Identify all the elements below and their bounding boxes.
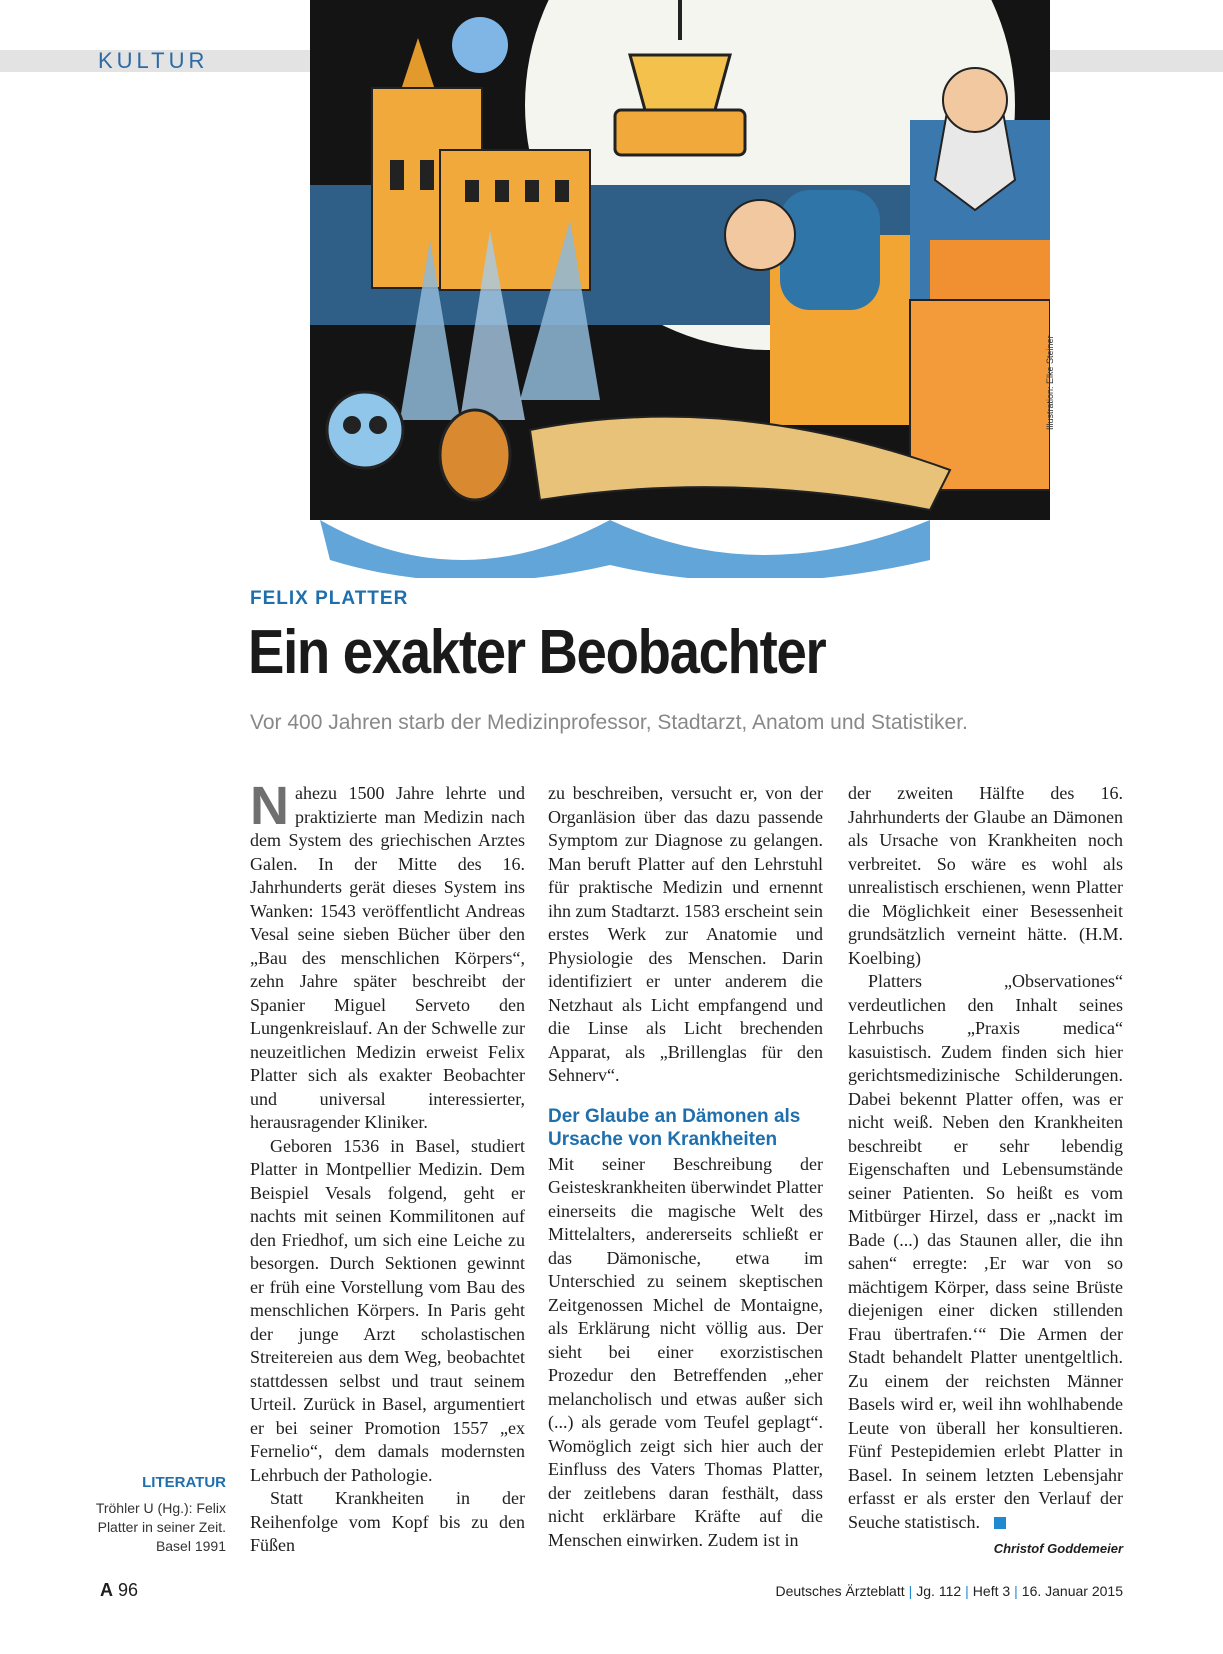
separator: | <box>1014 1583 1018 1599</box>
journal-date: 16. Januar 2015 <box>1021 1583 1123 1599</box>
illustration-credit: Illustration: Elke Steiner <box>1045 335 1055 430</box>
paragraph <box>250 776 525 1135</box>
article-column-3 <box>848 782 1123 1561</box>
drop-cap: N <box>250 776 289 836</box>
article-column-2 <box>548 782 823 1552</box>
end-mark-icon <box>994 1517 1006 1529</box>
paragraph-text: Platters „Observationes“ verdeutlichen den Inhalt seines Lehrbuchs „Praxis medica“ kasuistisch. Zudem finden sich hier gerichtsmedizinische Schilderungen. Dabei bekennt Platter offen, was er nicht weiß. Neben den Krankheiten beschreibt er sehr lebendig Eigenschaften und Lebensumstände seiner Patienten. So heißt es vom Mitbürger Hirzel, dass er „nackt im Bade (...) das Staunen aller, die ihn sahen“ erregte: ‚Er war von so mächtigem Körper, dass seine Brüste diejenigen einer dicken stillenden Frau übertrafen.‘“ Die Armen der Stadt behandelt Platter unentgeltlich. Zu einem der reichsten Männer Basels wird er, weil ihn wohlhabende Leute von überall her konsultieren. Fünf Pestepidemien erlebt Platter in Basel. In seinem letzten Lebensjahr erfasst er als erster den Verlauf der Seuche statistisch. <box>848 971 1123 1532</box>
literature-line: Platter in seiner Zeit. <box>97 1519 226 1535</box>
paragraph <box>848 970 1123 1534</box>
paragraph-text: ahezu 1500 Jahre lehrte und praktizierte man Medizin nach dem System des griechischen Arztes Galen. In der Mitte des 16. Jahrhunderts gerät dieses System ins Wanken: 1543 veröffentlicht Andreas Vesal seine sieben Bücher über den „Bau des menschlichen Körpers“, zehn Jahre später beschreibt der Spanier Miguel Serveto den Lungenkreislauf. An der Schwelle zur neuzeitlichen Medizin erweist Felix Platter sich als exakter Beobachter und universal interessierter, herausragender Kliniker. <box>250 783 525 1132</box>
paragraph: der zweiten Hälfte des 16. Jahrhunderts der Glaube an Dämonen als Ursache von Krankheiten noch verbreitet. So wäre es wohl als unrealistisch erschienen, wenn Platter die Möglichkeit einer Besessenheit grundsätzlich verneint hätte. (H.M. Koelbing) <box>848 783 1123 968</box>
page-number <box>100 1580 138 1601</box>
literature-line: Basel 1991 <box>155 1538 226 1554</box>
paragraph: Statt Krankheiten in der Reihenfolge vom Kopf bis zu den Füßen <box>250 1488 525 1555</box>
section-bar-right <box>1050 50 1223 72</box>
journal-volume: Jg. 112 <box>916 1583 962 1599</box>
paragraph: zu beschreiben, versucht er, von der Organläsion über das dazu passende Symptom zur Diagnose zu gelangen. Man beruft Platter auf den Lehrstuhl für praktische Medizin und ernennt ihn zum Stadtarzt. 1583 erscheint sein erstes Werk zur Anatomie und Physiologie des Menschen. Darin identifiziert er unter anderem die Netzhaut als Licht empfangend und die Linse als Licht brechenden Apparat, als „Brillenglas für den Sehnerv“. <box>548 783 823 1085</box>
section-label: KULTUR <box>98 48 209 73</box>
paragraph: Geboren 1536 in Basel, studiert Platter in Montpellier Medizin. Dem Beispiel Vesals folgend, geht er nachts mit seinen Kommilitonen auf den Friedhof, um sich eine Leiche zu besorgen. Durch Sektionen gewinnt er früh eine Vorstellung vom Bau des menschlichen Körpers. In Paris geht der junge Arzt scholastischen Streitereien aus dem Weg, beobachtet stattdessen selbst und traut seinem Urteil. Zurück in Basel, argumentiert er bei seiner Promotion 1557 „ex Fernelio“, dem damals modernsten Lehrbuch der Pathologie. <box>250 1135 525 1485</box>
journal-issue: Heft 3 <box>972 1583 1011 1599</box>
separator: | <box>965 1583 969 1599</box>
literature-line: Tröhler U (Hg.): Felix <box>95 1500 226 1516</box>
page-prefix: A <box>100 1580 113 1600</box>
page-number-value: 96 <box>118 1580 139 1600</box>
literature-title: LITERATUR <box>142 1474 226 1491</box>
journal-footer <box>775 1583 1123 1599</box>
article-column-1 <box>250 776 525 1558</box>
article-illustration <box>310 0 1050 578</box>
article-subheading: Der Glaube an Dämonen als Ursache von Krankheiten <box>548 1105 801 1150</box>
article-headline: Ein exakter Beobachter <box>248 618 826 687</box>
separator: | <box>908 1583 913 1599</box>
literature-reference <box>60 1499 226 1556</box>
article-kicker: FELIX PLATTER <box>250 588 409 609</box>
article-subline: Vor 400 Jahren starb der Medizinprofessor, Stadtarzt, Anatom und Statistiker. <box>250 711 968 734</box>
journal-name: Deutsches Ärzteblatt <box>775 1583 905 1599</box>
article-author: Christof Goddemeier <box>993 1541 1123 1556</box>
paragraph: Mit seiner Beschreibung der Geisteskrankheiten überwindet Platter einerseits die magische Welt des Mittelalters, andererseits schließt er das Dämonische, etwa im Unterschied zu seinem skeptischen Zeitgenossen Michel de Montaigne, als Erklärung nicht völlig aus. Der sieht bei einer exorzistischen Prozedur den Betreffenden „eher melancholisch und etwas außer sich (...) als gerade vom Teufel geplagt“. Womöglich zeigt sich hier auch der Einfluss des Vaters Thomas Platter, der zeitlebens daran festhält, dass nicht erklärbare Kräfte auf die Menschen einwirken. Zudem ist in <box>548 1153 823 1550</box>
